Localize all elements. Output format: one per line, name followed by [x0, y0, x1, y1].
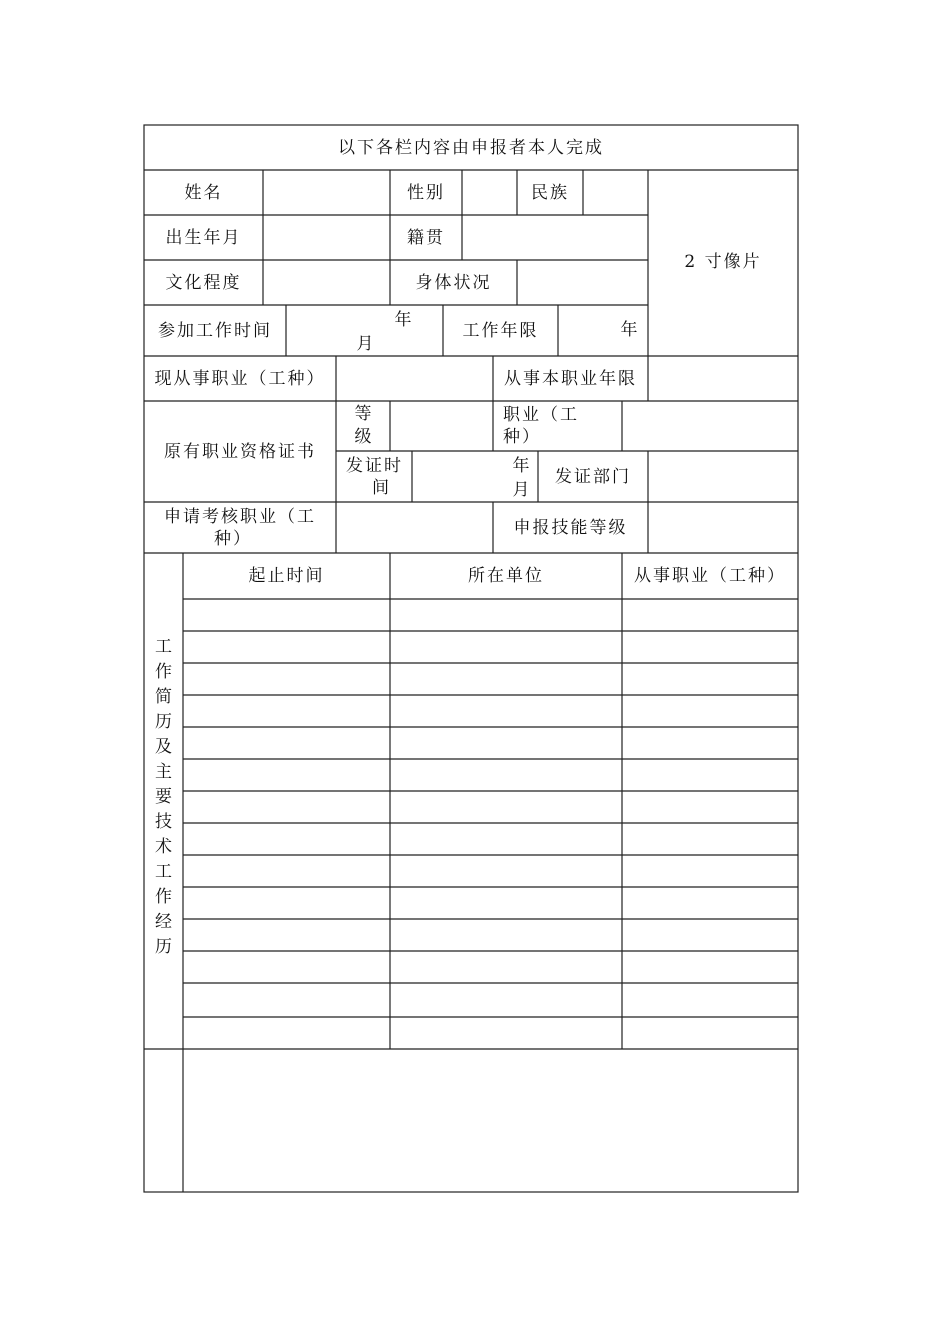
month-char: 月 [512, 480, 532, 500]
side-label-char: 历 [155, 936, 172, 957]
side-label-char: 经 [155, 911, 172, 932]
side-label-char: 要 [155, 786, 172, 807]
issue-time-label-line2: 间 [372, 477, 391, 498]
work-history-side-label [144, 553, 183, 1049]
job-years-field[interactable] [648, 356, 798, 401]
history-cell-period[interactable] [183, 599, 390, 631]
occupation-field[interactable] [622, 401, 798, 451]
issue-time-label-line1: 发证时 [346, 455, 403, 476]
bottom-side-label-cell [144, 1049, 183, 1192]
side-label-char: 历 [155, 711, 172, 732]
name-field[interactable] [263, 170, 390, 215]
side-label-char: 作 [155, 661, 172, 682]
issuer-label: 发证部门 [555, 466, 631, 487]
work-start-field[interactable] [286, 305, 443, 356]
history-cell-occupation[interactable] [622, 887, 798, 919]
history-header-occupation: 从事职业（工种） [634, 566, 786, 586]
history-cell-period[interactable] [183, 631, 390, 663]
history-cell-occupation[interactable] [622, 695, 798, 727]
year-char: 年 [620, 320, 640, 340]
current-job-label: 现从事职业（工种） [154, 368, 326, 389]
name-label: 姓名 [184, 182, 223, 203]
history-cell-period[interactable] [183, 695, 390, 727]
history-cell-period[interactable] [183, 727, 390, 759]
apply-level-field[interactable] [648, 502, 798, 553]
original-cert-label: 原有职业资格证书 [164, 441, 316, 462]
birth-label: 出生年月 [165, 227, 242, 248]
side-label-char: 工 [155, 636, 172, 657]
history-cell-employer[interactable] [390, 631, 622, 663]
education-field[interactable] [263, 260, 390, 305]
history-cell-occupation[interactable] [622, 919, 798, 951]
work-years-field[interactable] [558, 305, 648, 356]
history-cell-employer[interactable] [390, 599, 622, 631]
history-cell-occupation[interactable] [622, 983, 798, 1017]
gender-label: 性别 [407, 182, 445, 203]
occupation-label-line2: 种） [503, 427, 541, 447]
work-start-label: 参加工作时间 [158, 320, 272, 341]
photo-box[interactable]: 2 寸像片 [684, 252, 762, 272]
history-header-employer: 所在单位 [468, 566, 544, 586]
history-cell-occupation[interactable] [622, 599, 798, 631]
year-char: 年 [512, 456, 532, 476]
history-cell-employer[interactable] [390, 727, 622, 759]
side-label-char: 主 [155, 761, 172, 782]
history-cell-period[interactable] [183, 1017, 390, 1049]
history-cell-period[interactable] [183, 855, 390, 887]
history-cell-period[interactable] [183, 791, 390, 823]
grade-field[interactable] [390, 401, 493, 451]
history-cell-period[interactable] [183, 983, 390, 1017]
side-label-char: 及 [155, 736, 172, 757]
history-cell-occupation[interactable] [622, 727, 798, 759]
history-cell-employer[interactable] [390, 791, 622, 823]
issue-time-label [336, 451, 412, 502]
side-label-char: 技 [155, 811, 172, 832]
history-cell-employer[interactable] [390, 855, 622, 887]
history-cell-occupation[interactable] [622, 759, 798, 791]
history-cell-occupation[interactable] [622, 663, 798, 695]
side-label-char: 简 [155, 686, 172, 707]
history-cell-occupation[interactable] [622, 855, 798, 887]
education-label: 文化程度 [165, 272, 242, 293]
form-title: 以下各栏内容由申报者本人完成 [338, 137, 604, 158]
native-place-field[interactable] [462, 215, 648, 260]
history-cell-period[interactable] [183, 759, 390, 791]
work-years-label: 工作年限 [462, 320, 539, 341]
job-years-label: 从事本职业年限 [504, 368, 637, 389]
history-cell-occupation[interactable] [622, 951, 798, 983]
issue-time-field[interactable] [412, 451, 538, 502]
history-header-period: 起止时间 [248, 566, 325, 586]
history-cell-employer[interactable] [390, 887, 622, 919]
history-cell-employer[interactable] [390, 951, 622, 983]
side-label-char: 作 [155, 886, 172, 907]
apply-job-field[interactable] [336, 502, 493, 553]
grade-label: 等级 [354, 404, 372, 447]
history-cell-period[interactable] [183, 663, 390, 695]
side-label-char: 术 [155, 836, 172, 857]
history-cell-period[interactable] [183, 951, 390, 983]
history-cell-employer[interactable] [390, 983, 622, 1017]
occupation-label-line1: 职业（工 [503, 405, 579, 425]
apply-job-label-line1: 申请考核职业（工 [164, 506, 316, 527]
history-cell-period[interactable] [183, 823, 390, 855]
ethnicity-label: 民族 [531, 182, 569, 203]
side-label-char: 工 [155, 861, 172, 882]
history-cell-period[interactable] [183, 919, 390, 951]
history-cell-employer[interactable] [390, 663, 622, 695]
health-field[interactable] [517, 260, 648, 305]
occupation-label [493, 401, 622, 451]
year-char: 年 [394, 310, 414, 330]
history-cell-occupation[interactable] [622, 631, 798, 663]
issuer-field[interactable] [648, 451, 798, 502]
history-cell-employer[interactable] [390, 823, 622, 855]
native-place-label: 籍贯 [407, 227, 445, 248]
ethnicity-field[interactable] [583, 170, 648, 215]
history-cell-period[interactable] [183, 887, 390, 919]
current-job-field[interactable] [336, 356, 493, 401]
apply-job-label-line2: 种） [214, 528, 252, 549]
history-cell-employer[interactable] [390, 695, 622, 727]
apply-job-label [144, 502, 336, 553]
month-char: 月 [356, 334, 376, 354]
history-cell-occupation[interactable] [622, 1017, 798, 1049]
history-cell-employer[interactable] [390, 759, 622, 791]
gender-field[interactable] [462, 170, 517, 215]
history-cell-occupation[interactable] [622, 823, 798, 855]
health-label: 身体状况 [415, 272, 492, 293]
history-cell-occupation[interactable] [622, 791, 798, 823]
history-cell-employer[interactable] [390, 919, 622, 951]
apply-level-label: 申报技能等级 [513, 517, 628, 538]
birth-field[interactable] [263, 215, 390, 260]
bottom-content-area[interactable] [183, 1049, 798, 1192]
history-cell-employer[interactable] [390, 1017, 622, 1049]
